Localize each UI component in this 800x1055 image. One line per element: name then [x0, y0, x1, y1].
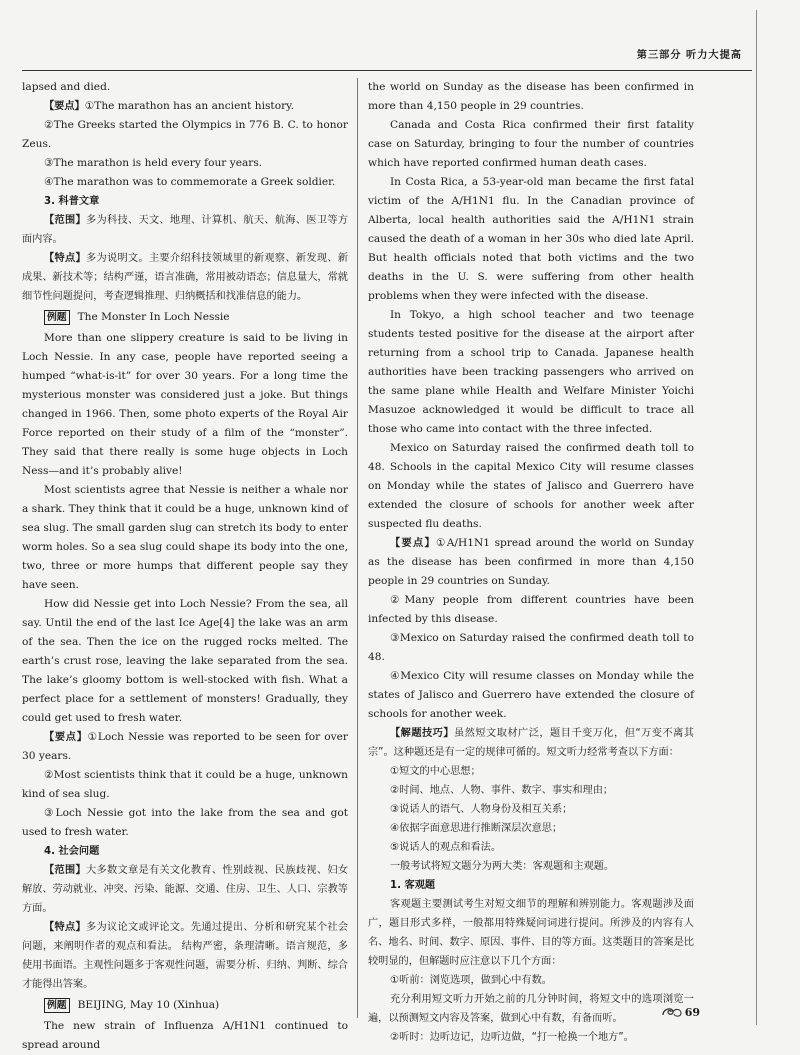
example-label: 例题 — [44, 310, 70, 325]
key-point: ③The marathon is held every four years. — [44, 157, 263, 169]
features-text: 多为说明文。主要介绍科技领域里的新观察、新发现、新成果、新技术等；结构严谨，语言准确，常用被动语态；信息量大，常就细节性问题提问，考查逻辑推理、归纳概括和找准信息的能力。 — [22, 253, 349, 302]
key-points-block — [22, 97, 348, 116]
paragraph: 充分利用短文听力开始之前的几分钟时间，将短文中的选项浏览一遍，以预测短文内容及答案，做到心中有数，有备而听。 — [368, 994, 694, 1024]
key-point: ①Loch Nessie was reported to be seen for over 30 years. — [22, 731, 348, 762]
tip-item: ①短文的中心思想； — [390, 766, 481, 777]
key-points-block — [368, 534, 694, 591]
tip-item: ②时间、地点、人物、事件、数字、事实和理由； — [390, 785, 614, 796]
swirl-ornament-icon — [661, 1005, 683, 1019]
example-title: BEIJING, May 10 (Xinhua) — [77, 999, 220, 1011]
header-rule — [22, 70, 752, 71]
paragraph: How did Nessie get into Loch Nessie? From the sea, all say. Until the end of the last Ice Age[4] the lake was an arm of the sea. Then the ice on the rugged rocks melted. The earth’s crust rose, leaving the lake separated from the sea. The lake’s gloomy bottom is well-stocked with fish. What a perfect place for a settlement of monsters! Gradually, they could get used to fresh water. — [22, 598, 348, 724]
key-point: ①A/H1N1 spread around the world on Sunday as the disease has been confirmed in more than 4,150 people in 29 countries on Sunday. — [368, 537, 694, 587]
paragraph: In Tokyo, a high school teacher and two teenage students tested positive for the disease at the airport after returning from a school trip to Canada. Japanese health authorities have been tracking passengers who arrived on the same plane while Health and Welfare Minister Yoichi Masuzoe acknowledged it would be difficult to trace all those who came into contact with the three infected. — [368, 309, 694, 435]
paragraph: 客观题主要测试考生对短文细节的理解和辨别能力。客观题涉及面广，题目形式多样，一般都用特殊疑问词进行提问。所涉及的内容有人名、地名、时间、数字、原因、事件、目的等方面。这类题目的答案是比较明显的，但解题时应注意以下几个方面： — [368, 899, 694, 967]
left-column — [22, 78, 348, 1055]
section-heading: 4. 社会问题 — [44, 846, 100, 857]
scope-block — [22, 861, 348, 918]
key-point: ④The marathon was to commemorate a Greek soldier. — [44, 176, 336, 188]
key-points-tag: 【要点】 — [44, 732, 88, 743]
section-heading: 3. 科普文章 — [44, 196, 100, 207]
key-points-tag: 【要点】 — [44, 101, 85, 112]
scope-tag: 【范围】 — [44, 215, 86, 226]
example-heading — [22, 996, 348, 1015]
paragraph: Mexico on Saturday raised the confirmed death toll to 48. Schools in the capital Mexico City will resume classes on Monday while the states of Jalisco and Guerrero have extended the closure of schools for another week after suspected flu deaths. — [368, 442, 694, 530]
tip-item: ⑤说话人的观点和看法。 — [390, 842, 502, 853]
paragraph: More than one slippery creature is said to be living in Loch Nessie. In any case, people have reported seeing a humped “what-is-it” for over 30 years. For a long time the mysterious monster was considered just a joke. But things changed in 1966. Then, some photo experts of the Royal Air Force reported on their study of a film of the “monster”. They said that there really is some huge objects in Loch Ness—and it’s probably alive! — [22, 332, 348, 477]
key-point: ③Mexico on Saturday raised the confirmed death toll to 48. — [368, 632, 694, 663]
section-heading: 1. 客观题 — [390, 880, 436, 891]
right-column — [368, 78, 694, 1047]
paragraph: 一般考试将短文题分为两大类：客观题和主观题。 — [390, 861, 615, 872]
key-point: ①The marathon has an ancient history. — [84, 100, 295, 112]
step-item: ①听前：浏览选项，做到心中有数。 — [390, 975, 552, 986]
paragraph: Canada and Costa Rica confirmed their first fatality case on Saturday, bringing to four the number of countries which have reported confirmed human death cases. — [368, 119, 694, 169]
features-tag: 【特点】 — [44, 922, 86, 933]
example-heading — [22, 308, 348, 327]
tip-item: ④依据字面意思进行推断深层次意思； — [390, 823, 563, 834]
scope-text: 多为科技、天文、地理、计算机、航天、航海、医卫等方面内容。 — [22, 215, 349, 245]
page-number: 69 — [684, 1005, 700, 1019]
tips-text: 虽然短文取材广泛，题目千变万化，但“万变不离其宗”。这种题还是有一定的规律可循的。短文听力经常考查以下方面： — [368, 728, 694, 758]
column-divider — [357, 78, 358, 1018]
section-title: 第三部分 听力大提高 — [636, 50, 742, 61]
key-point: ②The Greeks started the Olympics in 776 B. C. to honor Zeus. — [22, 119, 348, 150]
key-point: ②Many people from different countries have been infected by this disease. — [368, 594, 694, 625]
key-point: ③Loch Nessie got into the lake from the sea and got used to fresh water. — [22, 807, 348, 838]
tip-item: ③说话人的语气、人物身份及相互关系； — [390, 804, 573, 815]
key-point: ②Most scientists think that it could be a huge, unknown kind of sea slug. — [22, 769, 348, 800]
features-block — [22, 918, 348, 994]
page-footer — [661, 1005, 700, 1019]
key-points-tag: 【要点】 — [390, 538, 436, 549]
example-title: The Monster In Loch Nessie — [77, 311, 230, 323]
paragraph: the world on Sunday as the disease has been confirmed in more than 4,150 people in 29 countries. — [368, 81, 694, 112]
scope-text: 大多数文章是有关文化教育、性别歧视、民族歧视、妇女解放、劳动就业、冲突、污染、能源、交通、住房、卫生、人口、宗教等方面。 — [22, 865, 349, 914]
features-tag: 【特点】 — [44, 253, 86, 264]
example-label: 例题 — [44, 998, 70, 1013]
key-points-block — [22, 728, 348, 766]
paragraph: In Costa Rica, a 53-year-old man became the first fatal victim of the A/H1N1 flu. In the Canadian province of Alberta, local health authorities said the A/H1N1 strain caused the death of a woman in her 30s who died late April. But health officials noted that both victims and the two deaths in the U. S. were suffering from other health problems when they were infected with the disease. — [368, 176, 694, 302]
paragraph: Most scientists agree that Nessie is neither a whale nor a shark. They think that it could be a huge, unknown kind of sea slug. The small garden slug can stretch its body to enter worm holes. So a sea slug could shape its body into the one, two, three or more humps that different people say they have seen. — [22, 484, 348, 591]
page-edge-line — [756, 10, 757, 1025]
features-block — [22, 249, 348, 306]
key-point: ④Mexico City will resume classes on Monday while the states of Jalisco and Guerrero have extended the closure of schools for another week. — [368, 670, 694, 720]
features-text: 多为议论文或评论文。先通过提出、分析和研究某个社会问题，来阐明作者的观点和看法。 结构严密，条理清晰。语言规范，多使用书面语。主观性问题多于客观性问题，需要分析、归纳、判断、综合才能得出答案。 — [22, 922, 349, 990]
paragraph: The new strain of Influenza A/H1N1 continued to spread around — [22, 1020, 348, 1051]
tips-block — [368, 724, 694, 762]
scope-block — [22, 211, 348, 249]
scope-tag: 【范围】 — [44, 865, 86, 876]
tips-tag: 【解题技巧】 — [390, 728, 455, 739]
page-header — [0, 0, 800, 80]
step-item: ②听时：边听边记，边听边做，“打一枪换一个地方”。 — [390, 1032, 634, 1043]
paragraph: lapsed and died. — [22, 81, 111, 93]
